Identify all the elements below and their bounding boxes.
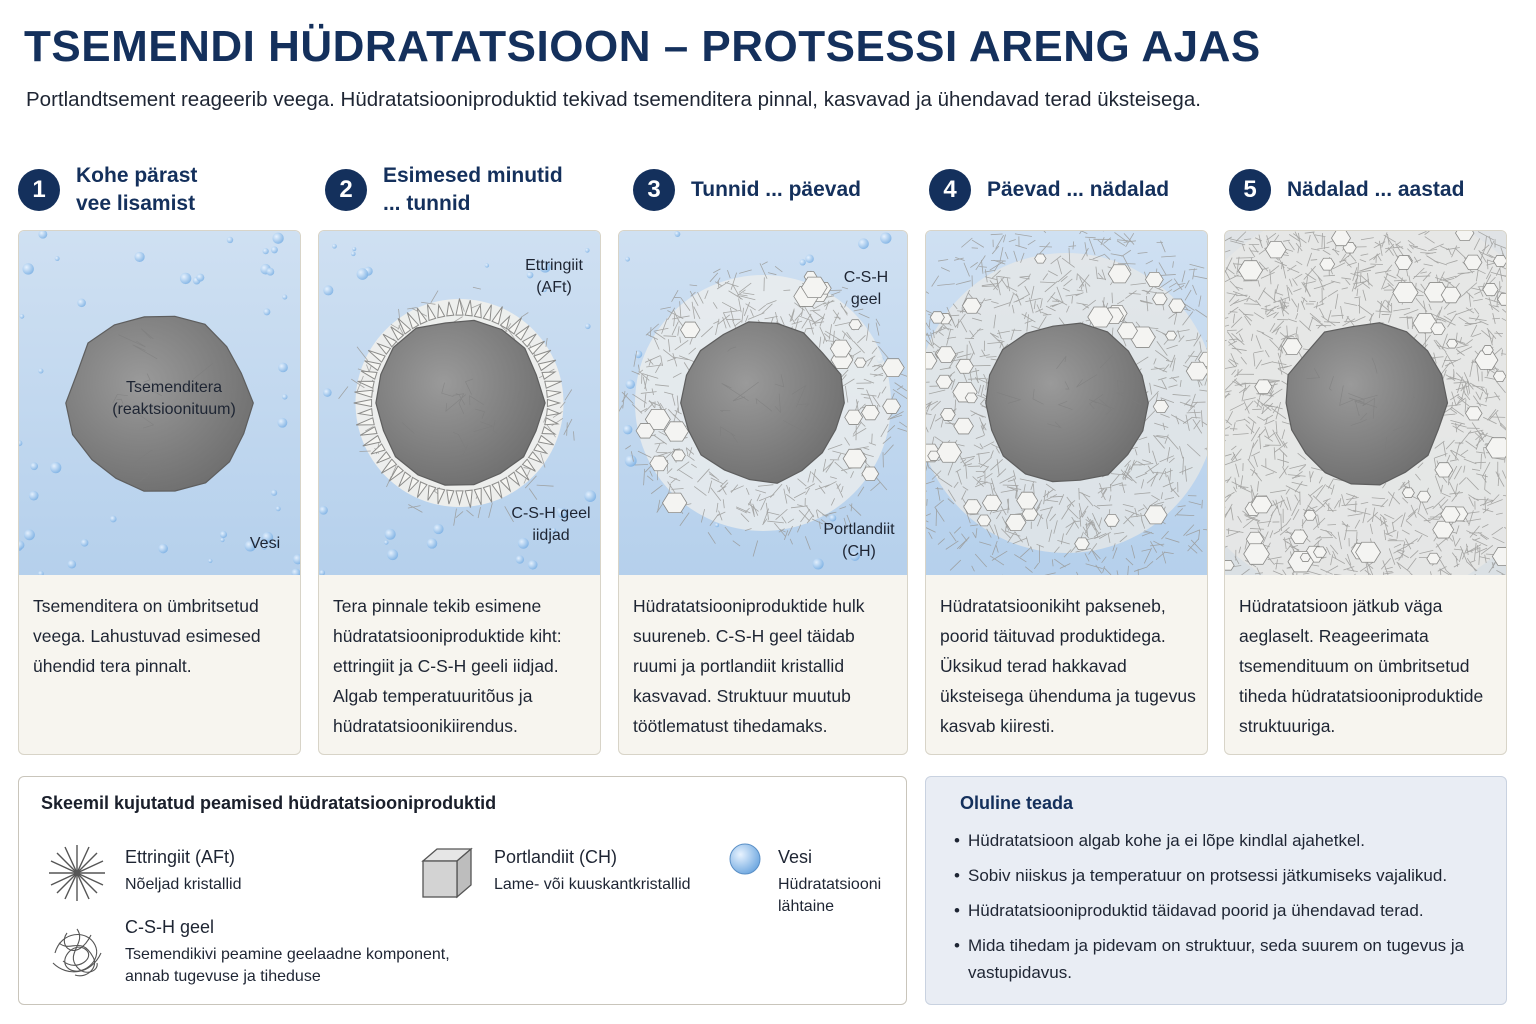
step-4-label: Päevad ... nädalad bbox=[987, 178, 1170, 201]
step-5-number: 5 bbox=[1229, 169, 1271, 211]
cube-crystal-icon bbox=[417, 841, 477, 901]
note-item: • Mida tihedam ja pidevam on struktuur, seda suurem on tugevus ja vastupidavus. bbox=[950, 932, 1490, 986]
step-1-card bbox=[18, 230, 301, 755]
step-5-description: Hüdratatsioon jätkub väga aeglaselt. Reageerimata tsemendituum on ümbritsetud tiheda hüdratatsiooniproduktide struktuuriga. bbox=[1239, 596, 1484, 736]
step-2-card bbox=[318, 230, 601, 755]
note-item: • Hüdratatsioon algab kohe ja ei lõpe kindlal ajahetkel. bbox=[950, 827, 1490, 854]
gel-tangle-icon bbox=[47, 923, 107, 983]
note-item: • Sobiv niiskus ja temperatuur on protsessi jätkumiseks vajalikud. bbox=[950, 862, 1490, 889]
grain-label: Tsemenditera (reaktsioonituum) bbox=[112, 379, 236, 418]
page-title: TSEMENDI HÜDRATATSIOON – PROTSESSI ARENG AJAS bbox=[24, 22, 1261, 71]
csh-gel-label: C-S-H geel bbox=[843, 269, 889, 308]
step-2-number: 2 bbox=[325, 169, 367, 211]
legend-item-ettringite bbox=[125, 847, 242, 896]
step-2-header bbox=[325, 160, 563, 220]
legend-name: C-S-H geel bbox=[125, 917, 215, 937]
step-2-label: Esimesed minutid ... tunnid bbox=[383, 164, 563, 215]
csh-nuclei-label: C-S-H geel iidjad bbox=[511, 505, 591, 544]
legend-name: Vesi bbox=[778, 847, 813, 867]
step-3-card bbox=[618, 230, 908, 755]
legend-title: Skeemil kujutatud peamised hüdratatsiooniproduktid bbox=[41, 793, 497, 813]
needle-crystal-icon bbox=[45, 841, 109, 905]
legend-item-portlandite bbox=[494, 847, 691, 896]
legend-name: Ettringiit (AFt) bbox=[125, 847, 236, 867]
page-subtitle: Portlandtsement reageerib veega. Hüdratatsiooniproduktid tekivad tsemenditera pinnal, kasvavad ja ühendavad terad üksteisega. bbox=[26, 88, 1201, 111]
step-4-illustration bbox=[926, 231, 1207, 575]
step-5-illustration bbox=[1225, 231, 1506, 575]
step-1-description: Tsemenditera on ümbritsetud veega. Lahustuvad esimesed ühendid tera pinnalt. bbox=[33, 596, 261, 676]
water-label: Vesi bbox=[249, 535, 281, 552]
legend-item-water bbox=[778, 847, 881, 918]
step-1-header bbox=[18, 160, 197, 220]
step-4-card bbox=[925, 230, 1208, 755]
water-drop-icon bbox=[727, 841, 763, 877]
step-4-description: Hüdratatsioonikiht pakseneb, poorid täituvad produktidega. Üksikud terad hakkavad üksteisega ühenduma ja tugevus kasvab kiiresti. bbox=[940, 596, 1196, 736]
legend-desc: Lame- või kuuskantkristallid bbox=[494, 876, 691, 893]
notes-title: Oluline teada bbox=[960, 793, 1074, 813]
step-3-header bbox=[633, 160, 861, 220]
step-3-label: Tunnid ... päevad bbox=[691, 178, 861, 201]
step-5-header bbox=[1229, 160, 1464, 220]
step-3-description: Hüdratatsiooniproduktide hulk suureneb. C-S-H geel täidab ruumi ja portlandiit kristallid kasvavad. Struktuur muutub töötlematust tihedamaks. bbox=[633, 596, 865, 736]
note-item: • Hüdratatsiooniproduktid täidavad poorid ja ühendavad terad. bbox=[950, 897, 1490, 924]
legend-item-csh bbox=[125, 917, 450, 988]
step-1-number: 1 bbox=[18, 169, 60, 211]
notes-list bbox=[950, 827, 1490, 994]
step-4-header bbox=[929, 160, 1169, 220]
step-5-card bbox=[1224, 230, 1507, 755]
ettringite-label: Ettringiit (AFt) bbox=[525, 257, 583, 296]
step-4-number: 4 bbox=[929, 169, 971, 211]
legend-desc: Tsemendikivi peamine geelaadne komponent, annab tugevuse ja tiheduse bbox=[125, 946, 450, 985]
step-1-label: Kohe pärast vee lisamist bbox=[76, 164, 198, 215]
legend-name: Portlandiit (CH) bbox=[494, 847, 618, 867]
legend-panel bbox=[18, 776, 907, 1005]
legend-desc: Hüdratatsiooni lähtaine bbox=[778, 876, 882, 915]
step-3-number: 3 bbox=[633, 169, 675, 211]
legend-desc: Nõeljad kristallid bbox=[125, 876, 242, 893]
step-5-label: Nädalad ... aastad bbox=[1287, 178, 1465, 201]
step-2-description: Tera pinnale tekib esimene hüdratatsiooniproduktide kiht: ettringiit ja C-S-H geeli iidjad. Algab temperatuuritõus ja hüdratatsioonikiirendus. bbox=[333, 596, 562, 736]
notes-panel bbox=[925, 776, 1507, 1005]
portlandite-label: Portlandiit (CH) bbox=[823, 521, 895, 560]
